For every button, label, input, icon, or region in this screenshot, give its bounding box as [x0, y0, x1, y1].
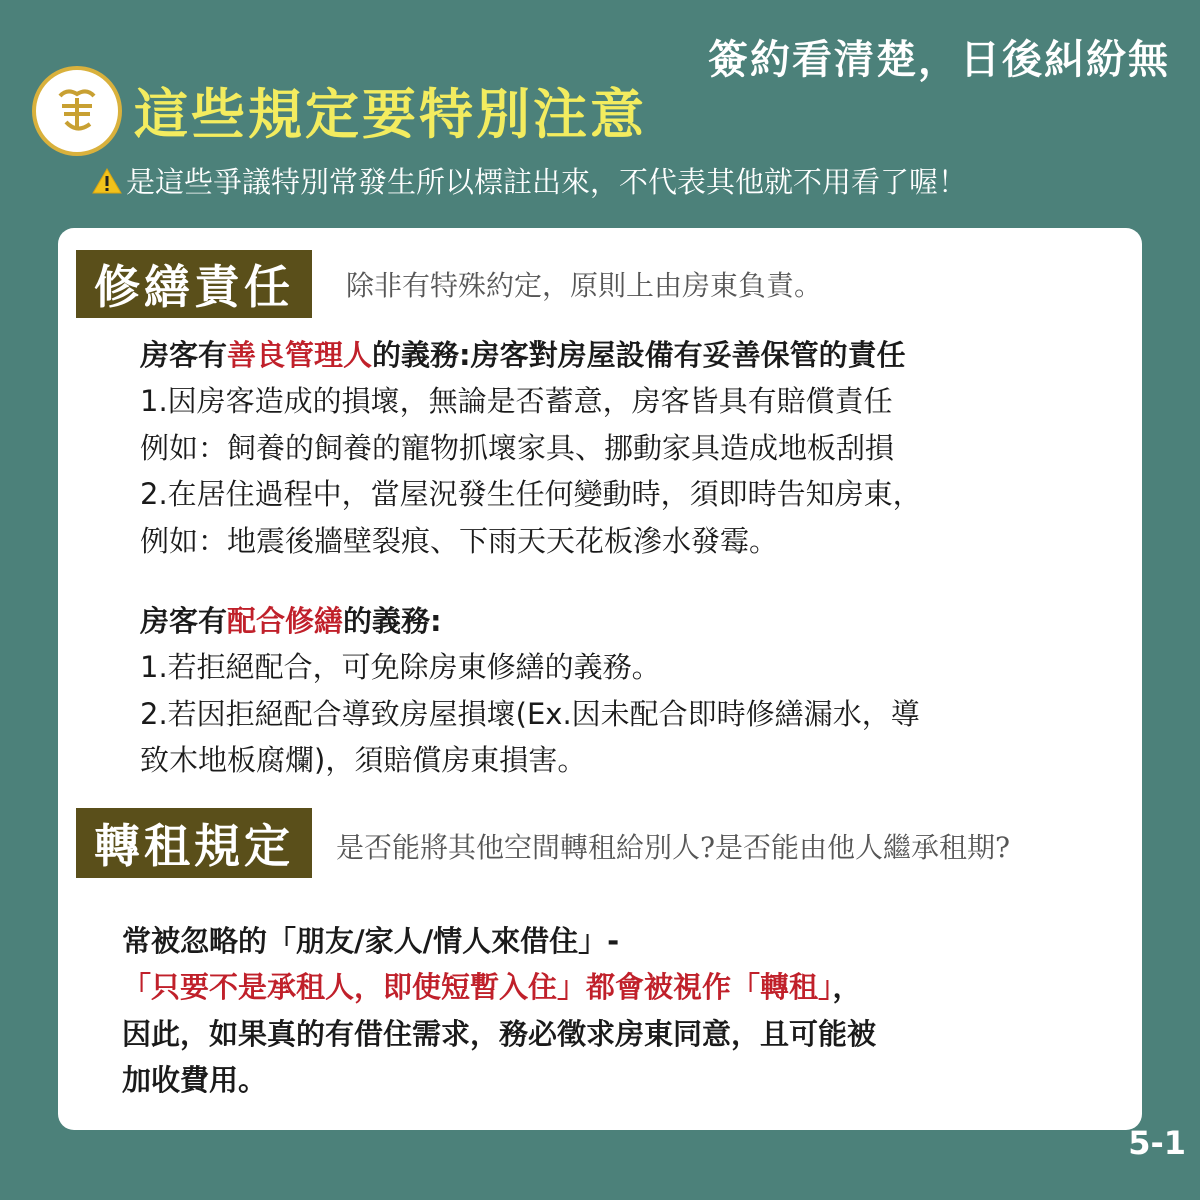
sublease-line-2: 「只要不是承租人，即使短暫入住」都會被視作「轉租」， [122, 970, 862, 1005]
section-subtitle-sublease: 是否能將其他空間轉租給別人?是否能由他人繼承租期? [336, 831, 1011, 864]
content-card [58, 228, 1142, 1130]
section-tag-repair: 修繕責任 [76, 250, 312, 318]
list-item: 2.在居住過程中，當屋況發生任何變動時，須即時告知房東， [140, 477, 922, 512]
duty-cooperate-heading: 房客有配合修繕的義務: [140, 604, 442, 638]
page-number: 5-1 [1128, 1124, 1186, 1162]
list-item: 1.因房客造成的損壞，無論是否蓄意，房客皆具有賠償責任 [140, 384, 893, 419]
list-item: 2.若因拒絕配合導致房屋損壞(Ex.因未配合即時修繕漏水，導 [140, 696, 920, 731]
warning-triangle-icon [92, 167, 122, 195]
duty-caretaker [140, 332, 1100, 564]
notice [92, 160, 967, 201]
section-subtitle-repair: 除非有特殊約定，原則上由房東負責。 [346, 269, 823, 302]
list-item: 例如：地震後牆壁裂痕、下雨天天花板滲水發霉。 [140, 523, 779, 558]
page-title: 這些規定要特別注意 [134, 83, 647, 146]
brand-logo-icon [32, 66, 122, 156]
sublease-line-4: 加收費用。 [122, 1063, 268, 1098]
sublease-line-3: 因此，如果真的有借住需求，務必徵求房東同意，且可能被 [122, 1016, 877, 1051]
sublease-line-1: 常被忽略的「朋友/家人/情人來借住」- [122, 924, 620, 958]
notice-text: 是這些爭議特別常發生所以標註出來，不代表其他就不用看了喔！ [126, 165, 968, 199]
list-item: 致木地板腐爛)，須賠償房東損害。 [140, 743, 587, 778]
duty-caretaker-heading: 房客有善良管理人的義務:房客對房屋設備有妥善保管的責任 [140, 338, 906, 372]
duty-cooperate [140, 598, 1100, 784]
list-item: 例如：飼養的飼養的寵物抓壞家具、挪動家具造成地板刮損 [140, 430, 895, 465]
slogan: 簽約看清楚，日後糾紛無 [708, 37, 1170, 83]
list-item: 1.若拒絕配合，可免除房東修繕的義務。 [140, 650, 661, 685]
sublease-note [122, 918, 1102, 1104]
section-tag-sublease: 轉租規定 [76, 808, 312, 878]
